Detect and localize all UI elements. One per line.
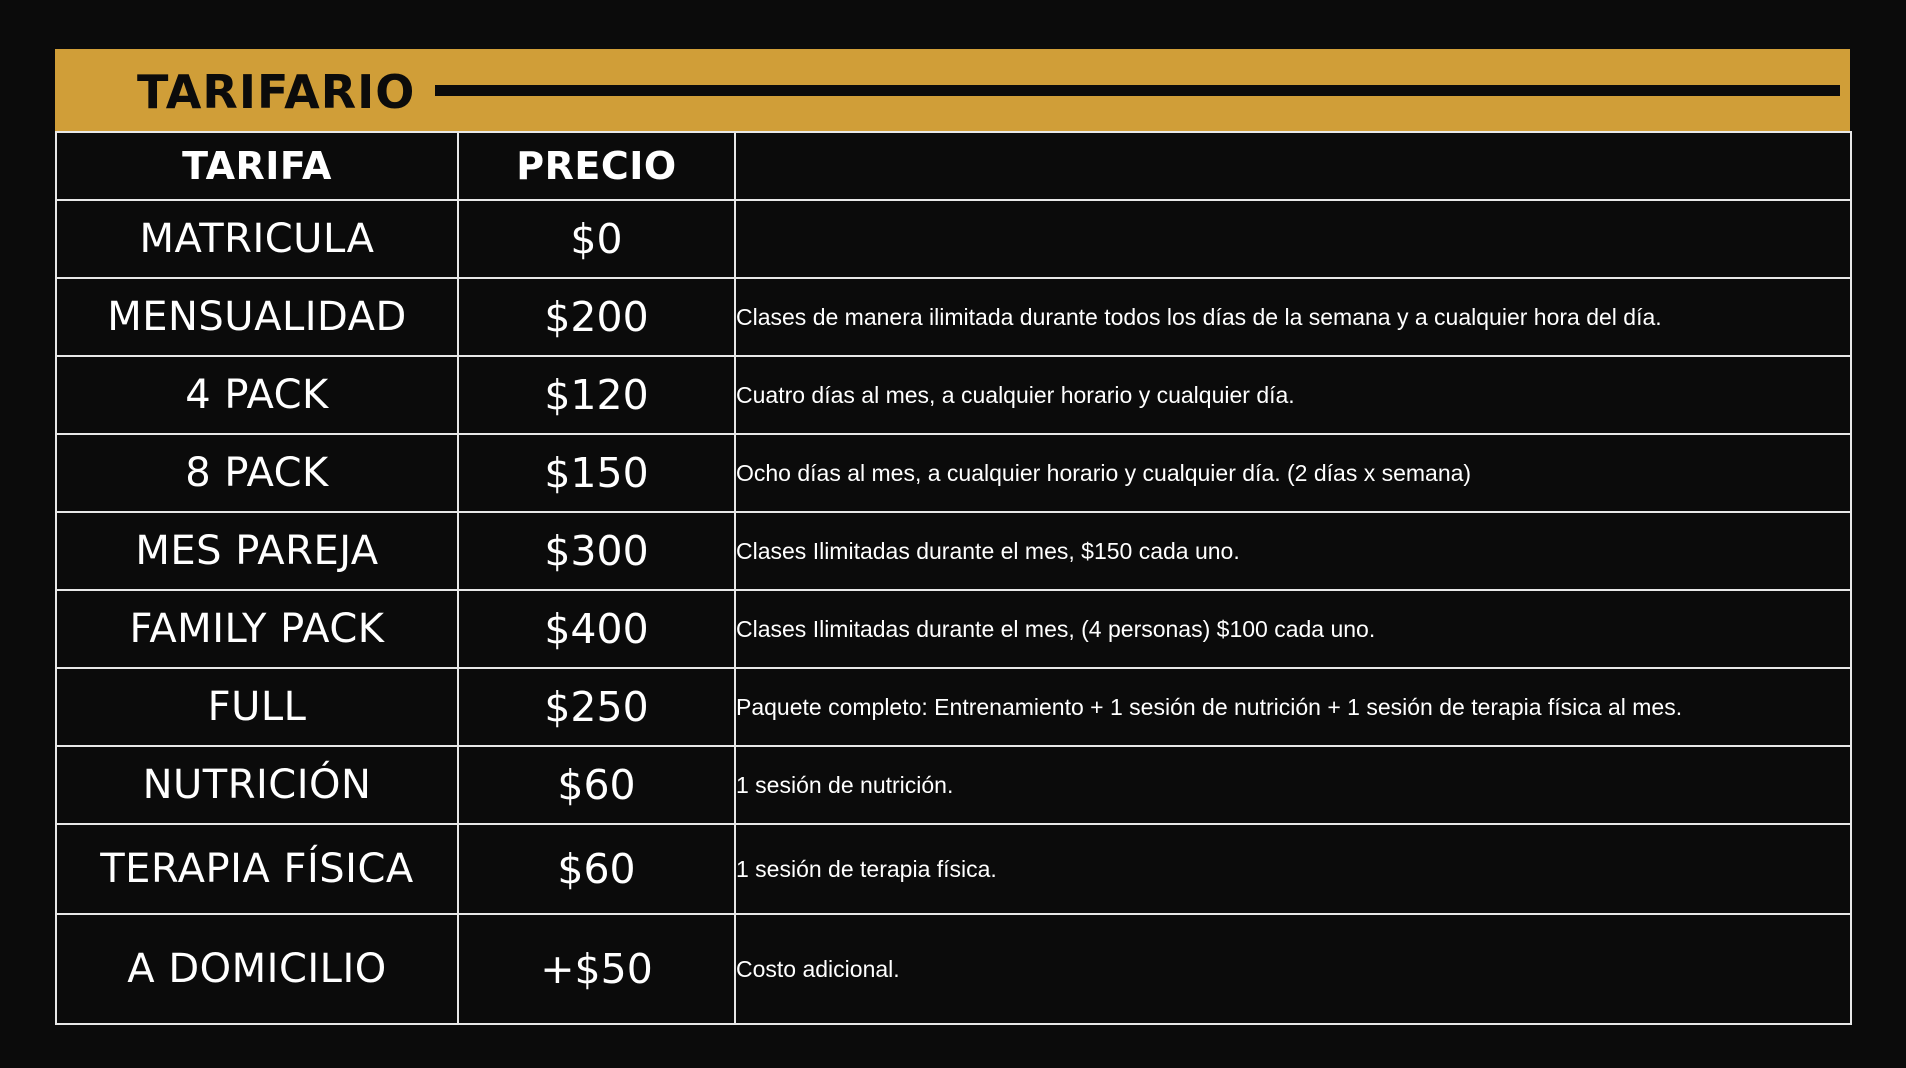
table-row xyxy=(56,914,1851,1024)
table-row xyxy=(56,824,1851,914)
rate-name: A DOMICILIO xyxy=(56,914,458,1024)
rate-description: Paquete completo: Entrenamiento + 1 sesión de nutrición + 1 sesión de terapia física al mes. xyxy=(735,668,1851,746)
rate-description xyxy=(735,200,1851,278)
table-row xyxy=(56,356,1851,434)
rate-price: $0 xyxy=(458,200,735,278)
rate-description: 1 sesión de terapia física. xyxy=(735,824,1851,914)
rate-description: Clases Ilimitadas durante el mes, $150 cada uno. xyxy=(735,512,1851,590)
rate-name: 8 PACK xyxy=(56,434,458,512)
rate-name: MENSUALIDAD xyxy=(56,278,458,356)
rate-description: 1 sesión de nutrición. xyxy=(735,746,1851,824)
rate-description: Clases de manera ilimitada durante todos los días de la semana y a cualquier hora del día. xyxy=(735,278,1851,356)
rate-description: Clases Ilimitadas durante el mes, (4 personas) $100 cada uno. xyxy=(735,590,1851,668)
table-row xyxy=(56,590,1851,668)
rate-price: $400 xyxy=(458,590,735,668)
title-divider-line xyxy=(435,85,1840,96)
table-row xyxy=(56,278,1851,356)
rate-price: +$50 xyxy=(458,914,735,1024)
rate-name: 4 PACK xyxy=(56,356,458,434)
rate-price: $60 xyxy=(458,746,735,824)
rate-price: $300 xyxy=(458,512,735,590)
header-precio: PRECIO xyxy=(458,132,735,200)
header-tarifa: TARIFA xyxy=(56,132,458,200)
rate-name: FULL xyxy=(56,668,458,746)
rate-name: NUTRICIÓN xyxy=(56,746,458,824)
rate-price: $250 xyxy=(458,668,735,746)
table-row xyxy=(56,668,1851,746)
rate-price: $120 xyxy=(458,356,735,434)
rate-description: Ocho días al mes, a cualquier horario y cualquier día. (2 días x semana) xyxy=(735,434,1851,512)
rate-price: $150 xyxy=(458,434,735,512)
rate-name: FAMILY PACK xyxy=(56,590,458,668)
page-title: TARIFARIO xyxy=(137,65,416,119)
rate-name: TERAPIA FÍSICA xyxy=(56,824,458,914)
table-row xyxy=(56,512,1851,590)
table-row xyxy=(56,200,1851,278)
table-row xyxy=(56,746,1851,824)
rate-description: Cuatro días al mes, a cualquier horario y cualquier día. xyxy=(735,356,1851,434)
rate-price: $60 xyxy=(458,824,735,914)
pricing-panel xyxy=(55,49,1850,1027)
title-bar xyxy=(55,49,1850,131)
rate-name: MES PAREJA xyxy=(56,512,458,590)
table-header-row xyxy=(56,132,1851,200)
rate-price: $200 xyxy=(458,278,735,356)
header-descripcion xyxy=(735,132,1851,200)
table-row xyxy=(56,434,1851,512)
rate-name: MATRICULA xyxy=(56,200,458,278)
rates-table xyxy=(55,131,1852,1025)
rate-description: Costo adicional. xyxy=(735,914,1851,1024)
